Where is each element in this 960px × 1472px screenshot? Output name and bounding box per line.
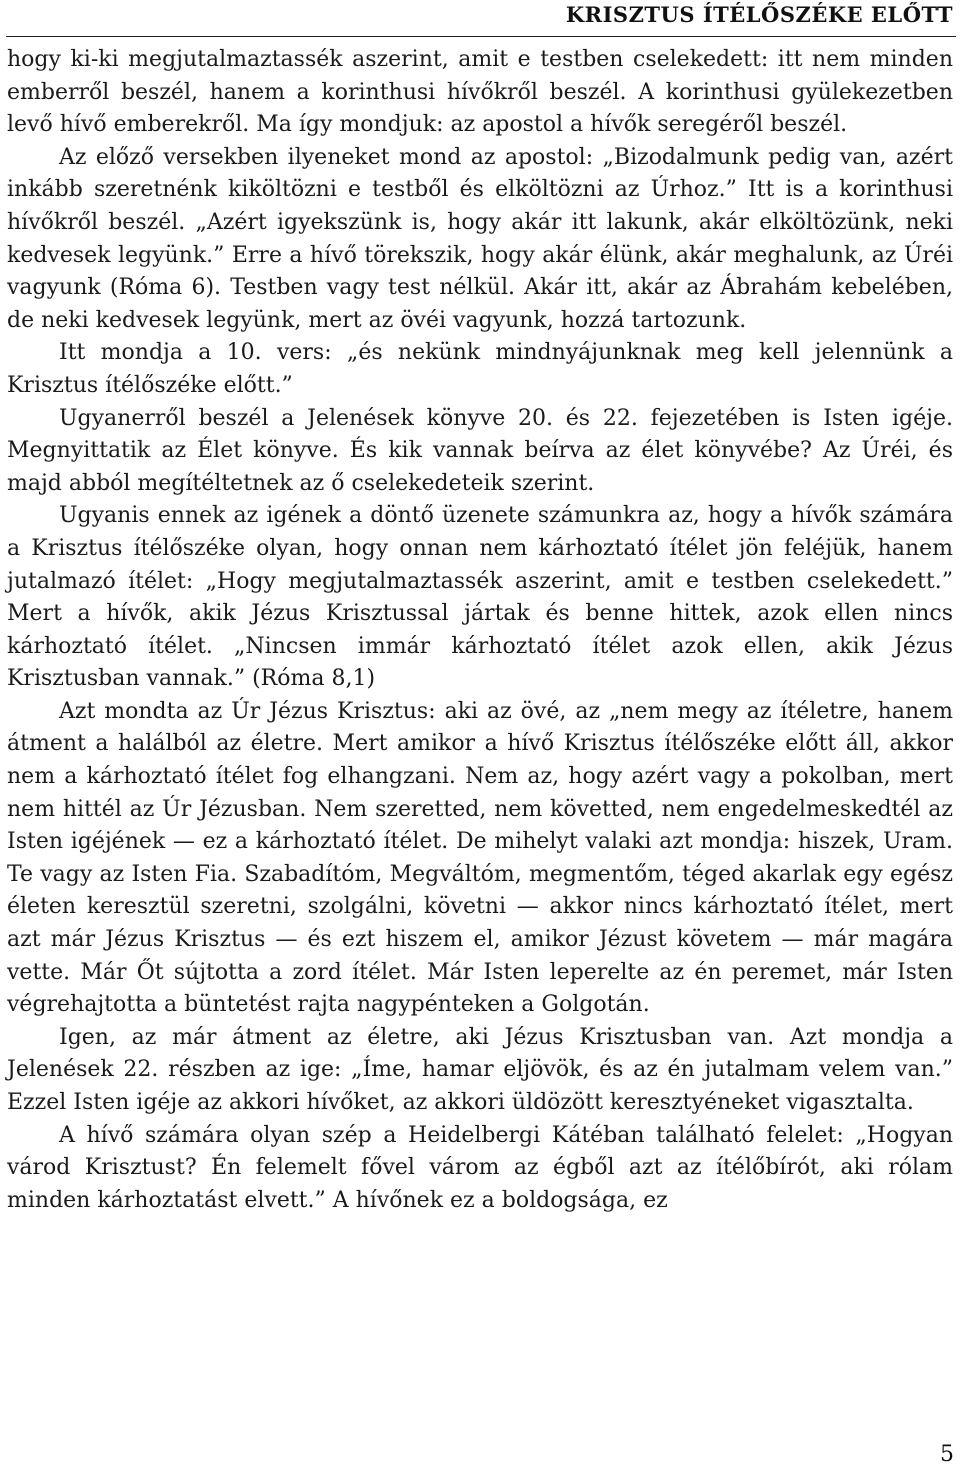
paragraph: Itt mondja a 10. vers: „és nekünk mindnyájunknak meg kell jelennünk a Krisztus ítélőszéke előtt.” bbox=[7, 340, 953, 398]
page-number: 5 bbox=[940, 1442, 954, 1467]
paragraph: hogy ki-ki megjutalmaztassék aszerint, amit e testben cselekedett: itt nem minden emberről beszél, hanem a korinthusi hívőkről beszél. A korinthusi gyülekezetben levő hívő emberekről. Ma így mondjuk: az apostol a hívők seregéről beszél. bbox=[7, 47, 953, 138]
running-title: KRISZTUS ÍTÉLŐSZÉKE ELŐTT bbox=[565, 2, 953, 27]
paragraph: Igen, az már átment az életre, aki Jézus Krisztusban van. Azt mondja a Jelenések 22. részben az ige: „Íme, hamar eljövök, és az én jutalmam velem van.” Ezzel Isten igéje az akkori hívőket, az akkori üldözött keresztyéneket vigasztalta. bbox=[7, 1024, 953, 1115]
paragraph: Azt mondta az Úr Jézus Krisztus: aki az övé, az „nem megy az ítéletre, hanem átment a halálból az életre. Mert amikor a hívő Krisztus ítélőszéke előtt áll, akkor nem a kárhoztató ítélet fog elhangzani. Nem az, hogy azért vagy a pokolban, mert nem hittél az Úr Jézusban. Nem szeretted, nem követted, nem engedelmeskedtél az Isten igéjének — ez a kárhoztató ítélet. De mihelyt valaki azt mondja: hiszek, Uram. Te vagy az Isten Fia. Szabadítóm, Megváltóm, megmentőm, téged akarlak egy egész életen keresztül szeretni, szolgálni, követni — akkor nincs kárhoztató ítélet, mert azt már Jézus Krisztus — és ezt hiszem el, amikor Jézust követem — már magára vette. Már Őt sújtotta a zord ítélet. Már Isten leperelte az én peremet, már Isten végrehajtotta a büntetést rajta nagypénteken a Golgotán. bbox=[7, 698, 953, 1018]
paragraph: A hívő számára olyan szép a Heidelbergi Kátéban található felelet: „Hogyan várod Krisztust? Én felemelt fővel várom az égből azt az ítélőbírót, aki rólam minden kárhoztatást elvett.” A hívőnek ez a boldogsága, ez bbox=[7, 1122, 953, 1213]
paragraph: Az előző versekben ilyeneket mond az apostol: „Bizodalmunk pedig van, azért inkább szeretnénk kiköltözni e testből és elköltözni az Úrhoz.” Itt is a korinthusi hívőkről beszél. „Azért igyekszünk is, hogy akár itt lakunk, akár elköltözünk, neki kedvesek legyünk.” Erre a hívő törekszik, hogy akár élünk, akár meghalunk, az Úréi vagyunk (Róma 6). Testben vagy test nélkül. Akár itt, akár az Ábrahám kebelében, de neki kedvesek legyünk, mert az övéi vagyunk, hozzá tartozunk. bbox=[7, 144, 953, 333]
header-rule bbox=[6, 36, 956, 37]
paragraph: Ugyanis ennek az igének a döntő üzenete számunkra az, hogy a hívők számára a Krisztus ítélőszéke olyan, hogy onnan nem kárhoztató ítélet jön feléjük, hanem jutalmazó ítélet: „Hogy megjutalmaztassék aszerint, amit e testben cselekedett.” Mert a hívők, akik Jézus Krisztussal jártak és benne hittek, azok ellen nincs kárhoztató ítélet. „Nincsen immár kárhoztató ítélet azok ellen, akik Jézus Krisztusban vannak.” (Róma 8,1) bbox=[7, 503, 953, 692]
body-text bbox=[7, 44, 953, 1217]
paragraph: Ugyanerről beszél a Jelenések könyve 20. és 22. fejezetében is Isten igéje. Megnyittatik az Élet könyve. És kik vannak beírva az élet könyvébe? Az Úréi, és majd abból megítéltetnek az ő cselekedeteik szerint. bbox=[7, 405, 953, 496]
